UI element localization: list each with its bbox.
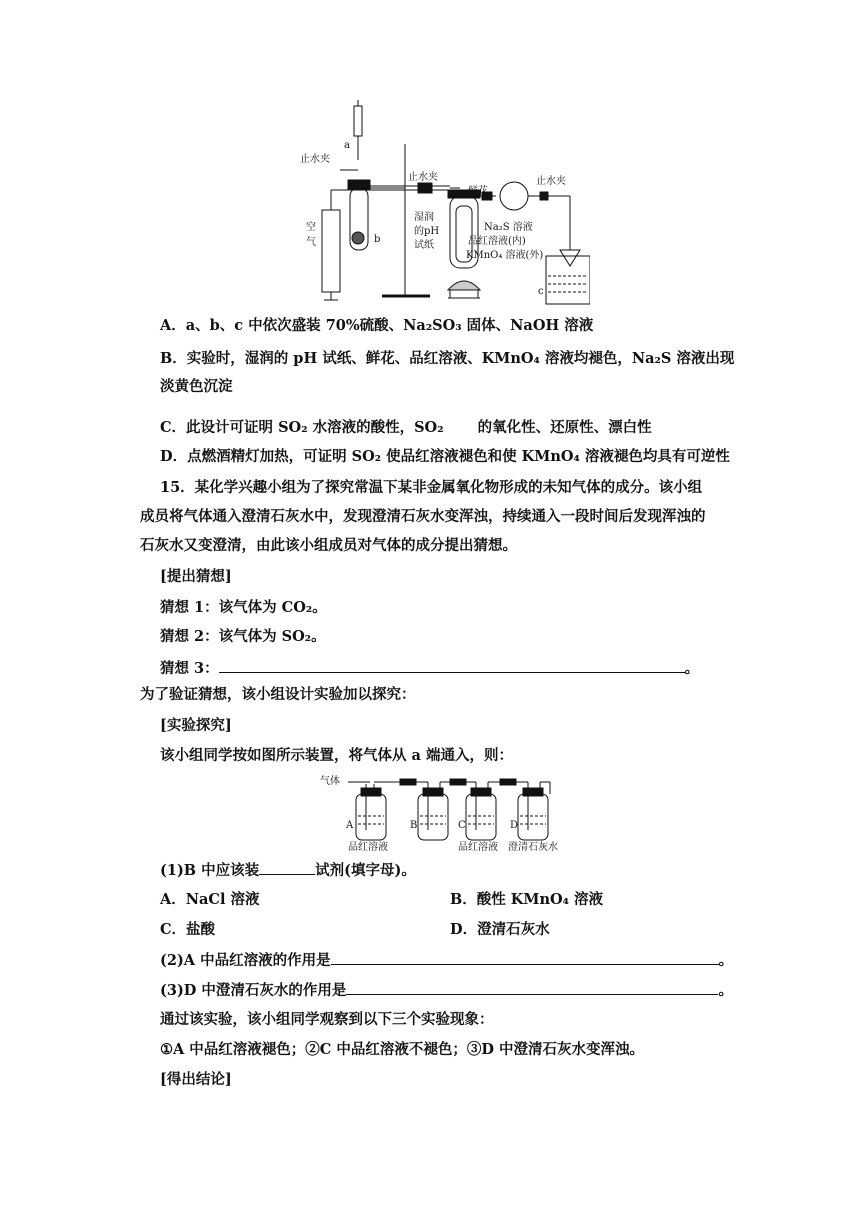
svg-text:气: 气 bbox=[306, 237, 316, 248]
svg-text:品红溶液: 品红溶液 bbox=[348, 842, 388, 852]
label-clamp-mid: 止水夹 bbox=[408, 172, 438, 183]
q15-intro-3: 石灰水又变澄清，由此该小组成员对气体的成分提出猜想。 bbox=[140, 537, 517, 554]
bottle-c bbox=[466, 794, 496, 840]
obs: ①A 中品红溶液褪色；②C 中品红溶液不褪色；③D 中澄清石灰水变浑浊。 bbox=[160, 1041, 645, 1058]
svg-text:湿润: 湿润 bbox=[414, 212, 434, 223]
answer-blank-q3[interactable] bbox=[346, 980, 718, 995]
q15-intro-1: 15．某化学兴趣小组为了探究常温下某非金属氧化物形成的未知气体的成分。该小组 bbox=[160, 479, 703, 496]
syringe-a bbox=[354, 106, 362, 136]
label-clamp-left: 止水夹 bbox=[300, 154, 330, 165]
q2: (2)A 中品红溶液的作用是 。 bbox=[160, 952, 734, 969]
svg-text:的pH: 的pH bbox=[414, 226, 440, 237]
svg-text:b: b bbox=[374, 234, 381, 245]
answer-blank-q1[interactable] bbox=[259, 860, 315, 875]
q1-option-c: C．盐酸 bbox=[160, 921, 216, 938]
q15-intro-2: 成员将气体通入澄清石灰水中，发现澄清石灰水变浑浊，持续通入一段时间后发现浑浊的 bbox=[140, 508, 706, 525]
bottle-a bbox=[356, 794, 386, 840]
label-clamp-right: 止水夹 bbox=[536, 176, 566, 187]
svg-text:A: A bbox=[346, 820, 354, 831]
svg-text:试纸: 试纸 bbox=[414, 240, 434, 251]
answer-blank-hyp3[interactable] bbox=[219, 658, 685, 673]
exp-intro: 该小组同学按如图所示装置，将气体从 a 端通入，则： bbox=[160, 747, 513, 764]
svg-text:C: C bbox=[458, 820, 466, 831]
option-a: A．a、b、c 中依次盛装 70%硫酸、Na₂SO₃ 固体、NaOH 溶液 bbox=[160, 317, 594, 334]
option-d: D．点燃酒精灯加热，可证明 SO₂ 使品红溶液褪色和使 KMnO₄ 溶液褪色均具有可逆性 bbox=[160, 448, 730, 465]
svg-text:鲜花: 鲜花 bbox=[468, 186, 488, 197]
conclusion-title: [得出结论] bbox=[160, 1071, 232, 1088]
verify-line: 为了验证猜想，该小组设计实验加以探究： bbox=[140, 686, 416, 703]
option-b-cont: 淡黄色沉淀 bbox=[160, 378, 233, 395]
svg-text:气体: 气体 bbox=[320, 776, 340, 787]
svg-text:a: a bbox=[366, 786, 372, 797]
exp-title: [实验探究] bbox=[160, 717, 232, 734]
svg-text:品红溶液: 品红溶液 bbox=[458, 842, 498, 852]
q1: (1)B 中应该装 试剂(填字母)。 bbox=[160, 862, 416, 879]
svg-text:澄清石灰水: 澄清石灰水 bbox=[508, 842, 558, 852]
option-b: B．实验时，湿润的 pH 试纸、鲜花、品红溶液、KMnO₄ 溶液均褪色，Na₂S 溶液出现 bbox=[160, 350, 735, 367]
round-flask bbox=[500, 182, 528, 210]
svg-text:B: B bbox=[410, 820, 418, 831]
answer-blank-q2[interactable] bbox=[331, 950, 719, 965]
bottles-figure bbox=[320, 772, 580, 852]
hyp-3: 猜想 3： 。 bbox=[160, 660, 700, 677]
svg-text:c: c bbox=[538, 286, 544, 297]
svg-text:Na₂S 溶液: Na₂S 溶液 bbox=[484, 222, 533, 233]
q1-option-b: B．酸性 KMnO₄ 溶液 bbox=[450, 891, 604, 908]
svg-text:a: a bbox=[344, 140, 350, 151]
q3: (3)D 中澄清石灰水的作用是 。 bbox=[160, 982, 733, 999]
apparatus-figure bbox=[300, 100, 590, 305]
bottle-b bbox=[418, 794, 448, 840]
obs-intro: 通过该实验，该小组同学观察到以下三个实验现象： bbox=[160, 1011, 494, 1028]
svg-text:KMnO₄ 溶液(外): KMnO₄ 溶液(外) bbox=[466, 250, 544, 261]
hyp-2: 猜想 2：该气体为 SO₂。 bbox=[160, 628, 326, 645]
hyp-1: 猜想 1：该气体为 CO₂。 bbox=[160, 599, 327, 616]
syringe-air bbox=[322, 210, 340, 292]
svg-text:空: 空 bbox=[306, 222, 316, 233]
svg-text:D: D bbox=[510, 820, 519, 831]
q1-option-d: D．澄清石灰水 bbox=[450, 921, 550, 938]
svg-text:品红溶液(内): 品红溶液(内) bbox=[468, 236, 526, 247]
option-c: C．此设计可证明 SO₂ 水溶液的酸性，SO₂ 的氧化性、还原性、漂白性 bbox=[160, 419, 652, 436]
q1-option-a: A．NaCl 溶液 bbox=[160, 891, 260, 908]
hyp-title: [提出猜想] bbox=[160, 568, 232, 585]
bottle-d bbox=[518, 794, 548, 840]
